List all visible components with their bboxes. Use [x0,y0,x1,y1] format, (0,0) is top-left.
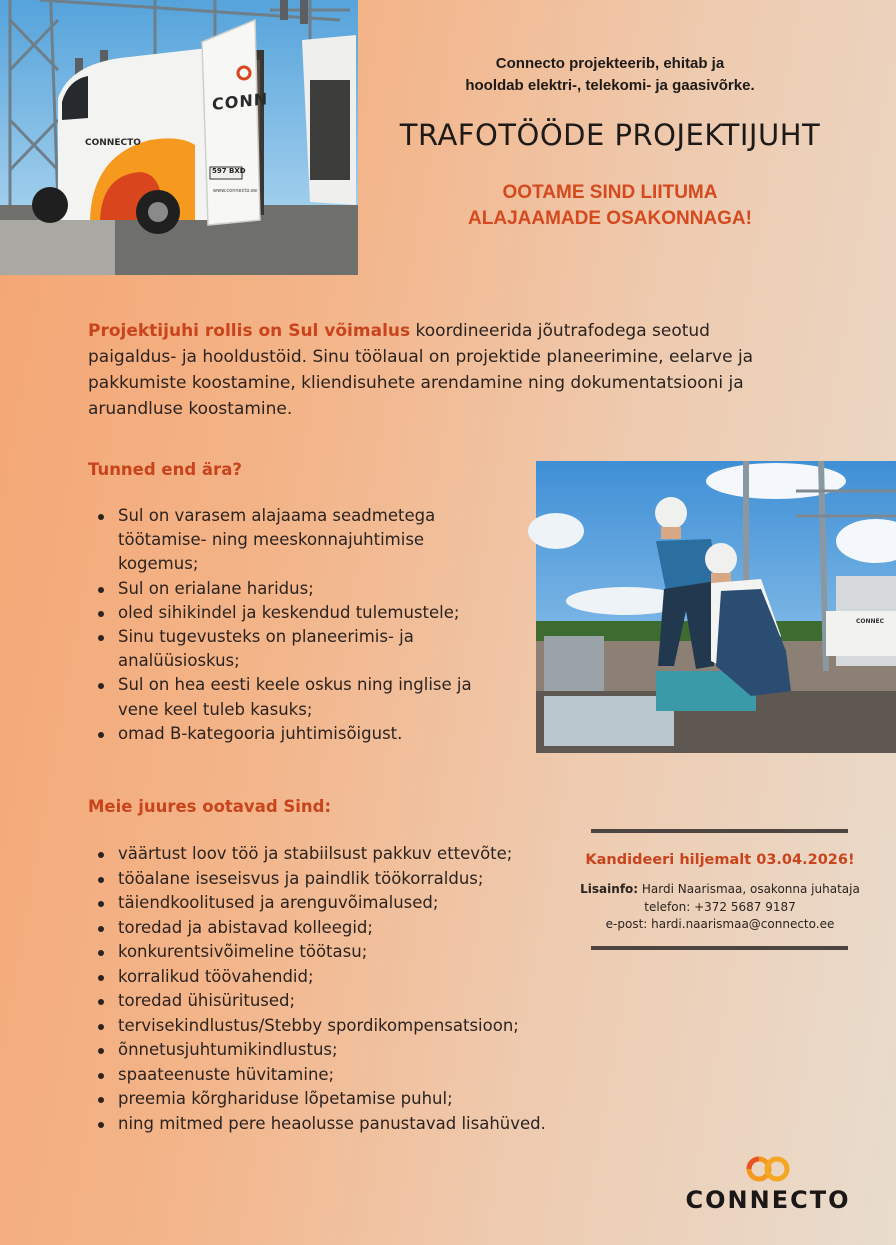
van-website-text: www.connecto.ee [213,188,258,194]
list-item: tervisekindlustus/Stebby spordikompensatsioon; [118,1014,568,1039]
list-item: korralikud töövahendid; [118,965,568,990]
van-side-logo-text: CONNECTO [85,138,141,148]
offer-list [88,842,568,1136]
list-item: toredad ühisüritused; [118,989,568,1014]
list-item: Sul on hea eesti keele oskus ning inglise ja vene keel tuleb kasuks; [118,673,498,721]
intro-highlight: Projektijuhi rollis on Sul võimalus [88,321,411,341]
van-photo [0,0,358,275]
apply-deadline: Kandideeri hiljemalt 03.04.2026! [585,852,855,868]
contact-email[interactable]: e-post: hardi.naarismaa@connecto.ee [605,917,835,931]
recognize-heading: Tunned end ära? [88,460,242,479]
workers-van-logo-text: CONNEC [856,618,885,625]
list-item: tööalane iseseisvus ja paindlik töökorraldus; [118,867,568,892]
invite-heading [390,180,830,232]
list-item: spaateenuste hüvitamine; [118,1063,568,1088]
list-item: väärtust loov töö ja stabiilsust pakkuv ettevõte; [118,842,568,867]
offer-heading: Meie juures ootavad Sind: [88,797,332,816]
recognize-list [88,504,498,746]
list-item: oled sihikindel ja keskendud tulemustele; [118,601,498,625]
connecto-logo-icon [745,1155,791,1183]
invite-line-1: OOTAME SIND LIITUMA [502,182,718,203]
van-photo-illustration [0,0,358,275]
job-title: TRAFOTÖÖDE PROJEKTIJUHT [399,118,821,152]
recognize-list-container [88,504,498,746]
tagline-line-1: Connecto projekteerib, ehitab ja [495,55,725,72]
apply-top-divider [591,829,848,833]
company-tagline [400,53,820,97]
contact-person-line [560,881,880,899]
intro-paragraph [88,318,778,422]
workers-photo [536,461,896,753]
list-item: preemia kõrghariduse lõpetamise puhul; [118,1087,568,1112]
contact-person: Hardi Naarismaa, osakonna juhataja [638,882,860,896]
list-item: täiendkoolitused ja arenguvõimalused; [118,891,568,916]
list-item: õnnetusjuhtumikindlustus; [118,1038,568,1063]
list-item: konkurentsivõimeline töötasu; [118,940,568,965]
tagline-line-2: hooldab elektri-, telekomi- ja gaasivõrke. [465,77,755,94]
list-item: Sul on varasem alajaama seadmetega töötamise- ning meeskonnajuhtimise kogemus; [118,504,498,577]
offer-list-container [88,842,568,1136]
van-door-logo-text: CONN [212,89,269,114]
apply-bottom-divider [591,946,848,950]
contact-info [560,881,880,934]
list-item: Sul on erialane haridus; [118,577,498,601]
van-license-plate: 597 BXD [212,167,246,175]
workers-photo-illustration [536,461,896,753]
invite-line-2: ALAJAAMADE OSAKONNAGA! [468,208,752,229]
list-item: toredad ja abistavad kolleegid; [118,916,568,941]
connecto-logo-text: CONNECTO [685,1186,851,1214]
contact-phone: telefon: +372 5687 9187 [644,899,796,914]
intro-text: koordineerida jõutrafodega seotud paigaldus- ja hooldustöid. Sinu töölaual on projektide planeerimine, eelarve ja pakkumiste koostamine, kliendisuhete arendamine ning dokumentatsiooni ja aruandluse koostamine. [88,321,754,419]
contact-label: Lisainfo: [580,882,639,896]
list-item: omad B-kategooria juhtimisõigust. [118,722,498,746]
list-item: Sinu tugevusteks on planeerimis- ja analüüsioskus; [118,625,498,673]
list-item: ning mitmed pere heaolusse panustavad lisahüved. [118,1112,568,1137]
